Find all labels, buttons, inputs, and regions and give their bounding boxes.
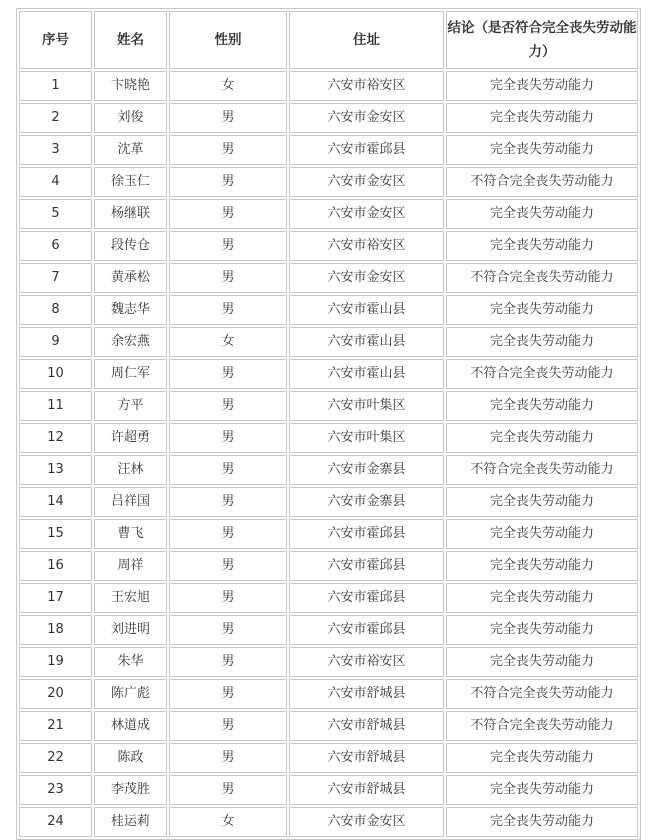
row-sex-cell: 男 [169,679,287,709]
row-name-cell: 余宏燕 [94,327,167,357]
table-wrapper [16,8,641,840]
row-address-cell: 六安市金安区 [289,103,444,133]
row-no-cell: 16 [19,551,92,581]
header-no: 序号 [19,11,92,69]
table-row [19,775,638,805]
row-sex-cell: 男 [169,775,287,805]
table-row [19,391,638,421]
table-row [19,231,638,261]
table-row [19,199,638,229]
row-name-cell: 李茂胜 [94,775,167,805]
row-address-cell: 六安市叶集区 [289,391,444,421]
row-address-cell: 六安市金安区 [289,199,444,229]
row-result-cell: 完全丧失劳动能力 [446,615,638,645]
row-name-cell: 卞晓艳 [94,71,167,101]
row-no-cell: 5 [19,199,92,229]
row-sex-cell: 男 [169,167,287,197]
header-address: 住址 [289,11,444,69]
row-name-cell: 刘进明 [94,615,167,645]
header-row [19,11,638,69]
row-result-cell: 完全丧失劳动能力 [446,103,638,133]
row-name-cell: 许超勇 [94,423,167,453]
row-name-cell: 吕祥国 [94,487,167,517]
row-address-cell: 六安市舒城县 [289,711,444,741]
row-no-cell: 17 [19,583,92,613]
row-no-cell: 3 [19,135,92,165]
row-sex-cell: 男 [169,743,287,773]
row-sex-cell: 男 [169,199,287,229]
row-name-cell: 陈广彪 [94,679,167,709]
row-result-cell: 完全丧失劳动能力 [446,327,638,357]
table-row [19,423,638,453]
row-no-cell: 19 [19,647,92,677]
table-row [19,359,638,389]
row-name-cell: 杨继联 [94,199,167,229]
row-sex-cell: 男 [169,423,287,453]
row-no-cell: 15 [19,519,92,549]
row-no-cell: 7 [19,263,92,293]
row-name-cell: 沈革 [94,135,167,165]
row-address-cell: 六安市舒城县 [289,775,444,805]
table-row [19,71,638,101]
row-name-cell: 黄承松 [94,263,167,293]
table-row [19,487,638,517]
row-result-cell: 不符合完全丧失劳动能力 [446,711,638,741]
row-address-cell: 六安市金寨县 [289,487,444,517]
table-row [19,647,638,677]
row-no-cell: 8 [19,295,92,325]
row-no-cell: 13 [19,455,92,485]
row-result-cell: 完全丧失劳动能力 [446,231,638,261]
row-no-cell: 21 [19,711,92,741]
row-no-cell: 12 [19,423,92,453]
row-result-cell: 完全丧失劳动能力 [446,487,638,517]
row-name-cell: 魏志华 [94,295,167,325]
row-no-cell: 2 [19,103,92,133]
row-name-cell: 段传仓 [94,231,167,261]
row-sex-cell: 男 [169,519,287,549]
row-sex-cell: 男 [169,295,287,325]
row-no-cell: 18 [19,615,92,645]
row-address-cell: 六安市裕安区 [289,71,444,101]
row-sex-cell: 男 [169,231,287,261]
row-no-cell: 11 [19,391,92,421]
row-sex-cell: 男 [169,583,287,613]
row-no-cell: 10 [19,359,92,389]
row-name-cell: 王宏旭 [94,583,167,613]
row-result-cell: 完全丧失劳动能力 [446,519,638,549]
table-row [19,711,638,741]
row-no-cell: 4 [19,167,92,197]
row-no-cell: 20 [19,679,92,709]
row-result-cell: 完全丧失劳动能力 [446,775,638,805]
row-address-cell: 六安市霍邱县 [289,583,444,613]
row-address-cell: 六安市霍山县 [289,359,444,389]
row-sex-cell: 男 [169,263,287,293]
header-result: 结论（是否符合完全丧失劳动能力） [446,11,638,69]
row-no-cell: 24 [19,807,92,837]
row-result-cell: 不符合完全丧失劳动能力 [446,359,638,389]
row-address-cell: 六安市霍邱县 [289,615,444,645]
table-row [19,327,638,357]
row-sex-cell: 男 [169,551,287,581]
row-address-cell: 六安市金安区 [289,807,444,837]
row-result-cell: 不符合完全丧失劳动能力 [446,167,638,197]
row-result-cell: 不符合完全丧失劳动能力 [446,455,638,485]
row-result-cell: 完全丧失劳动能力 [446,583,638,613]
table-header [19,11,638,69]
row-name-cell: 桂运莉 [94,807,167,837]
row-result-cell: 完全丧失劳动能力 [446,647,638,677]
row-sex-cell: 女 [169,807,287,837]
row-sex-cell: 男 [169,359,287,389]
row-sex-cell: 女 [169,71,287,101]
row-name-cell: 朱华 [94,647,167,677]
row-result-cell: 完全丧失劳动能力 [446,551,638,581]
row-name-cell: 方平 [94,391,167,421]
row-address-cell: 六安市霍邱县 [289,135,444,165]
row-address-cell: 六安市霍邱县 [289,551,444,581]
table-row [19,679,638,709]
row-sex-cell: 男 [169,647,287,677]
table-row [19,743,638,773]
table-row [19,263,638,293]
table-row [19,167,638,197]
table-row [19,519,638,549]
row-no-cell: 9 [19,327,92,357]
row-result-cell: 完全丧失劳动能力 [446,743,638,773]
row-address-cell: 六安市霍山县 [289,327,444,357]
row-address-cell: 六安市金安区 [289,167,444,197]
row-address-cell: 六安市金寨县 [289,455,444,485]
row-result-cell: 不符合完全丧失劳动能力 [446,679,638,709]
row-name-cell: 徐玉仁 [94,167,167,197]
table-body [19,71,638,837]
row-no-cell: 23 [19,775,92,805]
row-name-cell: 汪林 [94,455,167,485]
row-name-cell: 刘俊 [94,103,167,133]
row-result-cell: 完全丧失劳动能力 [446,807,638,837]
row-address-cell: 六安市裕安区 [289,647,444,677]
table-row [19,807,638,837]
row-address-cell: 六安市叶集区 [289,423,444,453]
row-result-cell: 不符合完全丧失劳动能力 [446,263,638,293]
row-name-cell: 陈政 [94,743,167,773]
row-sex-cell: 男 [169,711,287,741]
table-row [19,455,638,485]
row-address-cell: 六安市裕安区 [289,231,444,261]
row-sex-cell: 男 [169,391,287,421]
header-sex: 性别 [169,11,287,69]
row-address-cell: 六安市霍山县 [289,295,444,325]
row-name-cell: 周祥 [94,551,167,581]
row-no-cell: 1 [19,71,92,101]
table-row [19,135,638,165]
row-name-cell: 周仁军 [94,359,167,389]
row-result-cell: 完全丧失劳动能力 [446,391,638,421]
assessment-table [16,8,641,840]
header-name: 姓名 [94,11,167,69]
table-row [19,583,638,613]
row-sex-cell: 男 [169,103,287,133]
row-sex-cell: 男 [169,615,287,645]
row-name-cell: 林道成 [94,711,167,741]
row-address-cell: 六安市舒城县 [289,743,444,773]
row-no-cell: 14 [19,487,92,517]
table-row [19,615,638,645]
row-address-cell: 六安市霍邱县 [289,519,444,549]
table-row [19,551,638,581]
row-name-cell: 曹飞 [94,519,167,549]
row-result-cell: 完全丧失劳动能力 [446,295,638,325]
row-result-cell: 完全丧失劳动能力 [446,71,638,101]
row-no-cell: 6 [19,231,92,261]
row-sex-cell: 男 [169,135,287,165]
row-result-cell: 完全丧失劳动能力 [446,423,638,453]
row-sex-cell: 女 [169,327,287,357]
table-row [19,295,638,325]
row-address-cell: 六安市舒城县 [289,679,444,709]
row-address-cell: 六安市金安区 [289,263,444,293]
table-row [19,103,638,133]
row-no-cell: 22 [19,743,92,773]
row-result-cell: 完全丧失劳动能力 [446,199,638,229]
row-result-cell: 完全丧失劳动能力 [446,135,638,165]
row-sex-cell: 男 [169,455,287,485]
row-sex-cell: 男 [169,487,287,517]
